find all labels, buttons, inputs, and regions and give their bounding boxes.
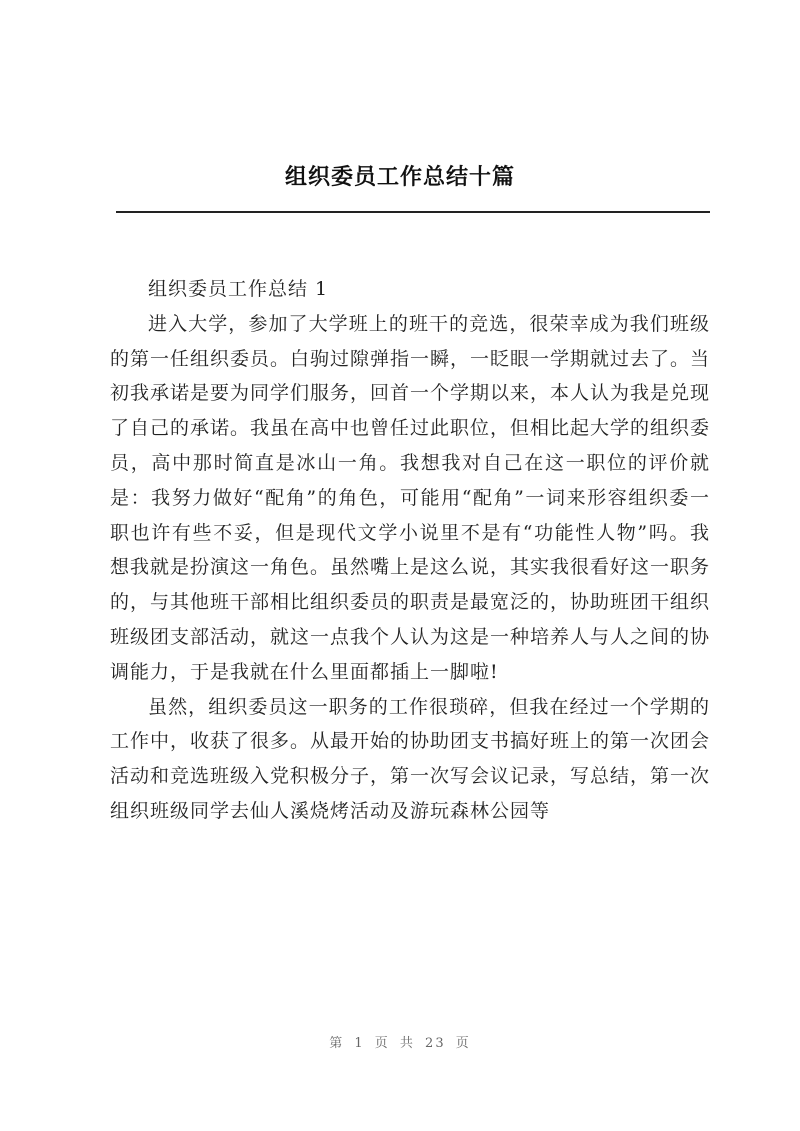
page-number-footer: 第 1 页 共 23 页 (329, 1036, 471, 1051)
section-heading: 组织委员工作总结 1 (148, 278, 329, 300)
body-paragraph-2: 虽然，组织委员这一职务的工作很琐碎，但我在经过一个学期的工作中，收获了很多。从最开始的协助团支书搞好班上的第一次团会活动和竞选班级入党积极分子，第一次写会议记录，写总结，第一次组织班级同学去仙人溪烧烤活动及游玩森林公园等 (110, 695, 711, 822)
document-title: 组织委员工作总结十篇 (284, 165, 515, 190)
document-body (110, 272, 710, 829)
body-paragraph-1: 进入大学，参加了大学班上的班干的竞选，很荣幸成为我们班级的第一任组织委员。白驹过隙弹指一瞬，一眨眼一学期就过去了。当初我承诺是要为同学们服务，回首一个学期以来，本人认为我是兑现了自己的承诺。我虽在高中也曾任过此职位，但相比起大学的组织委员，高中那时简直是冰山一角。我想我对自己在这一职位的评价就是：我努力做好“配角”的角色，可能用“配角”一词来形容组织委一职也许有些不妥，但是现代文学小说里不是有“功能性人物”吗。我想我就是扮演这一角色。虽然嘴上是这么说，其实我很看好这一职务的，与其他班干部相比组织委员的职责是最宽泛的，协助班团干组织班级团支部活动，就这一点我个人认为这是一种培养人与人之间的协调能力，于是我就在什么里面都插上一脚啦! (110, 312, 711, 683)
title-divider (116, 211, 710, 213)
